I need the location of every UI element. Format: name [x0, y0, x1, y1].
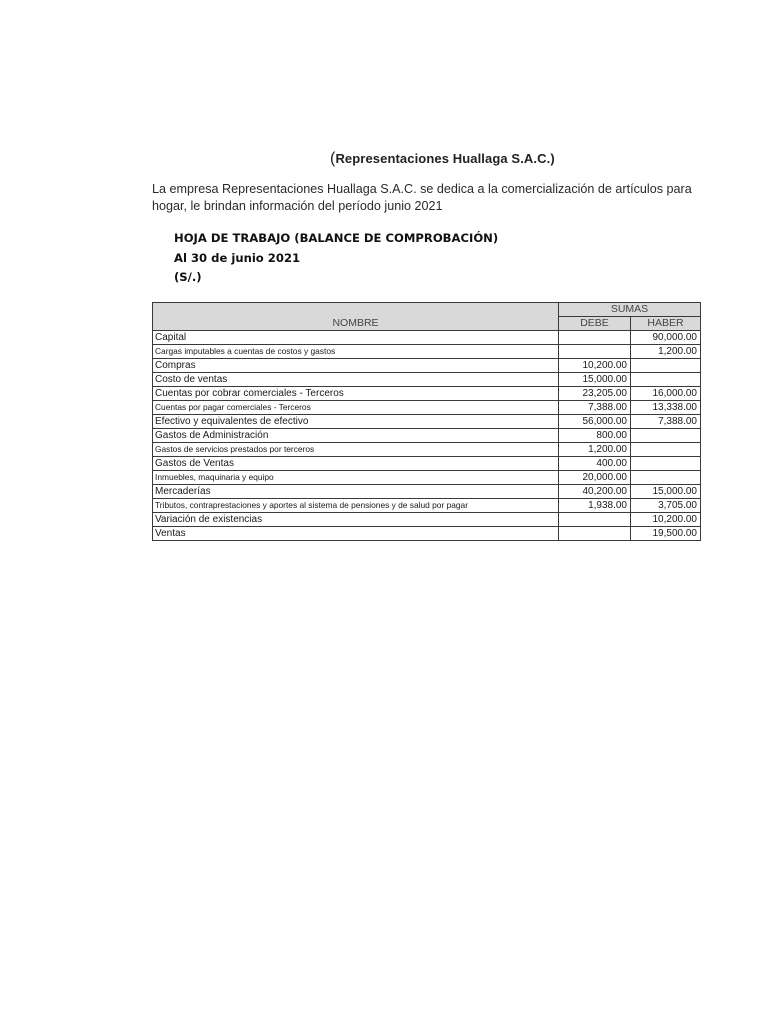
table-row — [153, 457, 701, 471]
debe-value: 10,200.00 — [559, 359, 631, 373]
table-row — [153, 401, 701, 415]
haber-value: 7,388.00 — [631, 415, 701, 429]
table-row — [153, 345, 701, 359]
debe-value — [559, 527, 631, 541]
haber-value: 15,000.00 — [631, 485, 701, 499]
debe-value: 400.00 — [559, 457, 631, 471]
worksheet-date: Al 30 de junio 2021 — [174, 250, 301, 265]
table-header — [153, 303, 701, 331]
haber-value — [631, 373, 701, 387]
debe-value: 15,000.00 — [559, 373, 631, 387]
haber-value — [631, 359, 701, 373]
table-row — [153, 373, 701, 387]
col-header-nombre: NOMBRE — [153, 303, 559, 331]
title-close-paren: ) — [550, 151, 555, 166]
worksheet-currency: (S/.) — [174, 270, 202, 284]
table-row — [153, 527, 701, 541]
account-name: Compras — [153, 359, 559, 373]
debe-value: 1,938.00 — [559, 499, 631, 513]
table-row — [153, 485, 701, 499]
account-name: Cargas imputables a cuentas de costos y gastos — [153, 345, 559, 359]
haber-value: 10,200.00 — [631, 513, 701, 527]
table-row — [153, 387, 701, 401]
account-name: Ventas — [153, 527, 559, 541]
account-name: Capital — [153, 331, 559, 345]
debe-value: 7,388.00 — [559, 401, 631, 415]
debe-value: 40,200.00 — [559, 485, 631, 499]
debe-value: 800.00 — [559, 429, 631, 443]
haber-value: 16,000.00 — [631, 387, 701, 401]
haber-value — [631, 429, 701, 443]
table-row — [153, 471, 701, 485]
haber-value: 1,200.00 — [631, 345, 701, 359]
table-row — [153, 443, 701, 457]
table-row — [153, 331, 701, 345]
intro-line-2: hogar, le brindan información del período junio 2021 — [152, 199, 443, 213]
table-row — [153, 415, 701, 429]
haber-value: 13,338.00 — [631, 401, 701, 415]
col-header-debe: DEBE — [559, 317, 631, 331]
account-name: Gastos de Ventas — [153, 457, 559, 471]
trial-balance-table — [152, 302, 701, 541]
table-row — [153, 359, 701, 373]
account-name: Variación de existencias — [153, 513, 559, 527]
debe-value: 23,205.00 — [559, 387, 631, 401]
worksheet-title: HOJA DE TRABAJO (BALANCE DE COMPROBACIÓN) — [174, 231, 499, 245]
haber-value — [631, 443, 701, 457]
account-name: Tributos, contraprestaciones y aportes al sistema de pensiones y de salud por pagar — [153, 499, 559, 513]
account-name: Cuentas por pagar comerciales - Terceros — [153, 401, 559, 415]
table-row — [153, 499, 701, 513]
table-row — [153, 513, 701, 527]
account-name: Costo de ventas — [153, 373, 559, 387]
account-name: Gastos de Administración — [153, 429, 559, 443]
debe-value — [559, 513, 631, 527]
account-name: Mercaderías — [153, 485, 559, 499]
company-name: Representaciones Huallaga S.A.C. — [335, 151, 551, 166]
haber-value: 90,000.00 — [631, 331, 701, 345]
table-row — [153, 429, 701, 443]
account-name: Gastos de servicios prestados por terceros — [153, 443, 559, 457]
title-open-paren: ( — [330, 150, 336, 167]
haber-value — [631, 471, 701, 485]
account-name: Inmuebles, maquinaria y equipo — [153, 471, 559, 485]
debe-value: 1,200.00 — [559, 443, 631, 457]
haber-value: 19,500.00 — [631, 527, 701, 541]
account-name: Cuentas por cobrar comerciales - Terceros — [153, 387, 559, 401]
debe-value: 56,000.00 — [559, 415, 631, 429]
intro-line-1: La empresa Representaciones Huallaga S.A.C. se dedica a la comercialización de artículos para — [152, 182, 692, 196]
worksheet-heading — [174, 229, 498, 288]
debe-value — [559, 331, 631, 345]
haber-value: 3,705.00 — [631, 499, 701, 513]
table-body — [153, 331, 701, 541]
col-header-sumas: SUMAS — [559, 303, 701, 317]
header-row-group — [153, 303, 701, 317]
debe-value: 20,000.00 — [559, 471, 631, 485]
company-title — [330, 150, 555, 168]
haber-value — [631, 457, 701, 471]
debe-value — [559, 345, 631, 359]
intro-paragraph — [152, 181, 712, 215]
col-header-haber: HABER — [631, 317, 701, 331]
account-name: Efectivo y equivalentes de efectivo — [153, 415, 559, 429]
